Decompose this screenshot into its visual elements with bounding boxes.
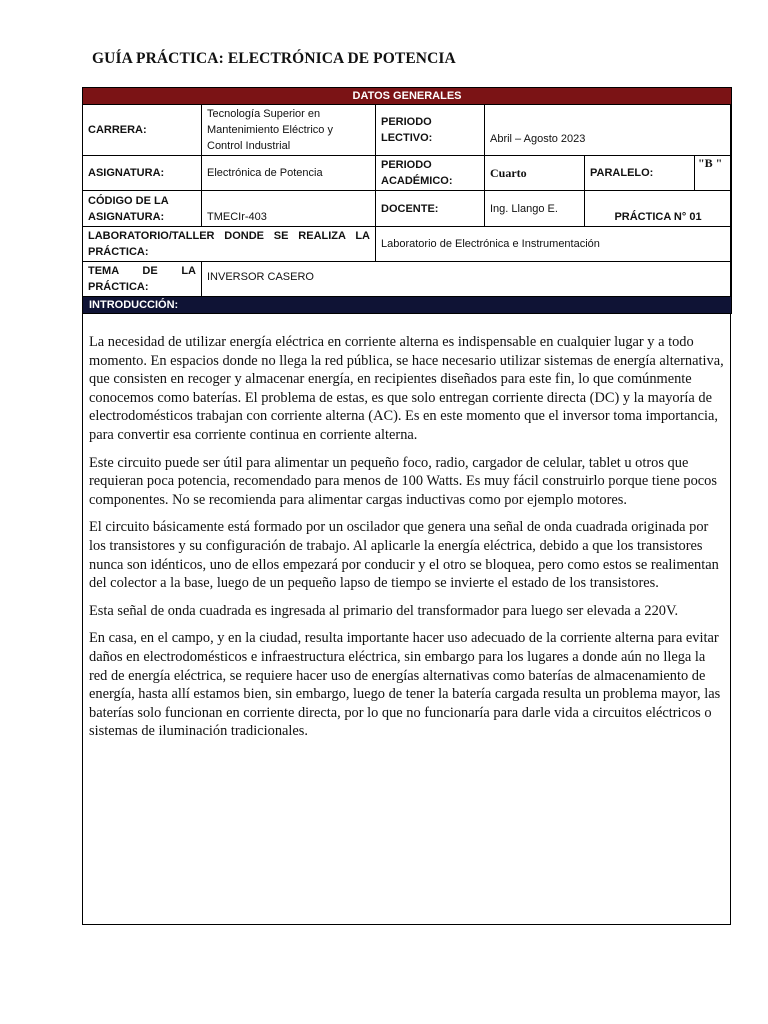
practica-number: PRÁCTICA N° 01 bbox=[585, 191, 732, 227]
intro-paragraph: Este circuito puede ser útil para alimentar un pequeño foco, radio, cargador de celular, tablet u otros que requieran poca potencia, recomendado para menos de 100 Watts. Es muy fácil construirlo porque tiene pocos componentes. No se recomienda para alimentar cargas inductivas como por ejemplo motores. bbox=[89, 454, 717, 508]
asignatura-value: Electrónica de Potencia bbox=[202, 156, 376, 191]
laboratorio-label: LABORATORIO/TALLER DONDE SE REALIZA LA PRÁCTICA: bbox=[83, 227, 376, 262]
intro-paragraph: Esta señal de onda cuadrada es ingresada al primario del transformador para luego ser elevada a 220V. bbox=[89, 602, 679, 619]
datos-generales-header: DATOS GENERALES bbox=[83, 88, 732, 105]
page-title: GUÍA PRÁCTICA: ELECTRÓNICA DE POTENCIA bbox=[92, 50, 456, 67]
laboratorio-value: Laboratorio de Electrónica e Instrumentación bbox=[376, 227, 732, 262]
general-data-table bbox=[82, 87, 732, 314]
codigo-label: CÓDIGO DE LA ASIGNATURA: bbox=[83, 191, 202, 227]
tema-label: TEMA DE LA PRÁCTICA: bbox=[83, 262, 202, 297]
intro-paragraph: En casa, en el campo, y en la ciudad, resulta importante hacer uso adecuado de la corriente alterna para evitar daños en electrodomésticos e infraestructura eléctrica, sin embargo para los lugares a donde aún no llega la red de energía eléctrica, se requiere hacer uso de energías alternativas como baterías de almacenamiento de energía, hasta allí estamos bien, sin embargo, luego de tener la batería cargada resulta un problema mayor, las baterías solo funcionan en corriente directa, por lo que no funcionaría para darle vida a circuitos eléctricos o sistemas de iluminación tradicionales. bbox=[89, 630, 721, 740]
carrera-label: CARRERA: bbox=[83, 105, 202, 156]
intro-paragraph: El circuito básicamente está formado por un oscilador que genera una señal de onda cuadrada originada por los transistores y su configuración de trabajo. Al aplicarle la energía eléctrica, debido a que los transistores nunca son idénticos, uno de ellos empezará por conducir y el otro se bloquea, pero como estos se realimentan del colector a la base, luego de un pequeño lapso de tiempo se invierte el estado de los transistores. bbox=[89, 519, 719, 592]
introduccion-header: INTRODUCCIÓN: bbox=[83, 297, 732, 314]
periodo-academico-value: Cuarto bbox=[485, 156, 585, 191]
paralelo-value: "B " bbox=[695, 156, 732, 191]
tema-value: INVERSOR CASERO bbox=[202, 262, 732, 297]
periodo-lectivo-text: Abril – Agosto 2023 bbox=[490, 133, 586, 145]
periodo-lectivo-label: PERIODO LECTIVO: bbox=[376, 105, 485, 156]
paralelo-label: PARALELO: bbox=[585, 156, 695, 191]
docente-value: Ing. Llango E. bbox=[485, 191, 585, 227]
periodo-lectivo-value bbox=[485, 105, 732, 156]
periodo-academico-label: PERIODO ACADÉMICO: bbox=[376, 156, 485, 191]
codigo-value: TMECIr-403 bbox=[202, 191, 376, 227]
carrera-value: Tecnología Superior en Mantenimiento Eléctrico y Control Industrial bbox=[202, 105, 376, 156]
intro-paragraph: La necesidad de utilizar energía eléctrica en corriente alterna es indispensable en cualquier lugar y a todo momento. En espacios donde no llega la red pública, se hace necesario utilizar sistemas de energía alternativa, que consisten en recoger y almacenar energía, en recipientes diseñados para este fin, lo que comúnmente conocemos como baterías. El problema de estas, es que solo entregan corriente directa (DC) y la mayoría de electrodomésticos trabajan con corriente alterna (AC). Es en este momento que el inversor toma importancia, para convertir esa corriente continua en corriente alterna. bbox=[89, 334, 724, 443]
asignatura-label: ASIGNATURA: bbox=[83, 156, 202, 191]
introduccion-body bbox=[89, 333, 725, 750]
docente-label: DOCENTE: bbox=[376, 191, 485, 227]
